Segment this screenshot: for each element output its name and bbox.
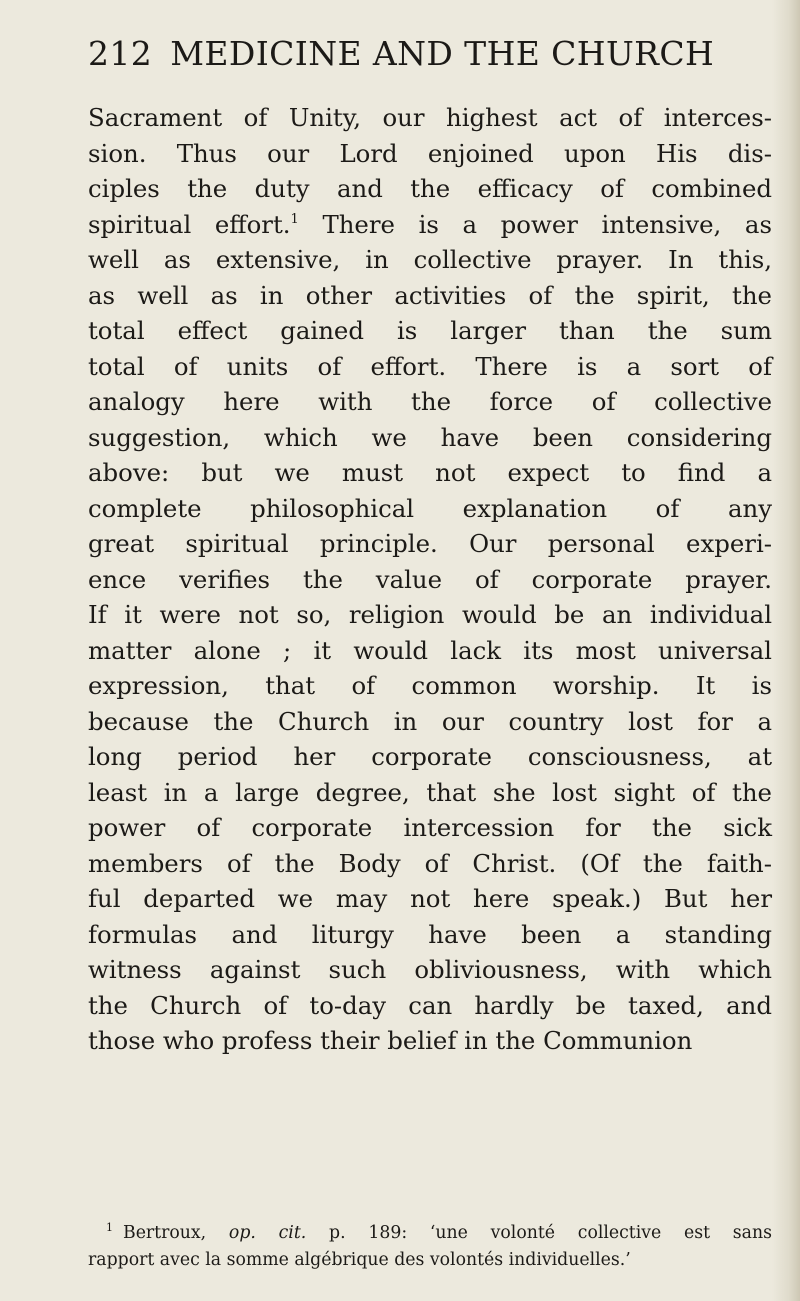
footnote-abbrev: op. cit. [228, 1223, 307, 1243]
text-line: formulas and liturgy have been a standing [88, 919, 772, 949]
text-line: as well as in other activities of the spirit, the [88, 280, 772, 310]
text-line: power of corporate intercession for the sick [88, 813, 772, 842]
running-header [88, 34, 728, 73]
footnote-reference: 1 [290, 211, 299, 227]
page-number: 212 [88, 34, 153, 73]
footnote-line: rapport avec la somme algébrique des volontés individuelles.’ [88, 1250, 631, 1270]
footnote-citation: p. 189: ‘une volonté collective est sans [329, 1223, 772, 1243]
text-line: ence verifies the value of corporate prayer. [88, 564, 772, 594]
text-line: If it were not so, religion would be an individual [88, 600, 772, 629]
text-line: members of the Body of Christ. (Of the faith- [88, 848, 772, 878]
text-line: Sacrament of Unity, our highest act of interces- [88, 103, 772, 132]
footnote-marker: 1 [106, 1221, 113, 1234]
text-line: the Church of to-day can hardly be taxed, and [88, 990, 772, 1020]
text-line: great spiritual principle. Our personal experi- [88, 529, 772, 558]
running-title: MEDICINE AND THE CHURCH [170, 34, 715, 73]
text-line: complete philosophical explanation of any [88, 493, 772, 523]
footnote-line [88, 1220, 772, 1247]
text-line: expression, that of common worship. It is [88, 671, 772, 700]
page-edge-shadow [772, 0, 800, 1301]
text-line: total effect gained is larger than the sum [88, 316, 772, 345]
text-line: above: but we must not expect to find a [88, 458, 772, 487]
text-line: matter alone ; it would lack its most universal [88, 635, 772, 665]
text-line: ciples the duty and the efficacy of combined [88, 174, 772, 203]
text-line: least in a large degree, that she lost sight of the [88, 777, 772, 807]
text-line: sion. Thus our Lord enjoined upon His dis- [88, 138, 772, 168]
text-line: total of units of effort. There is a sort of [88, 351, 772, 381]
text-line [88, 207, 772, 243]
text-line: because the Church in our country lost for a [88, 706, 772, 736]
text-line: well as extensive, in collective prayer. In this, [88, 245, 772, 274]
footnote-author: Bertroux, [123, 1223, 207, 1243]
text-line: suggestion, which we have been considering [88, 422, 772, 452]
text-segment: There is a power intensive, as [322, 209, 772, 239]
text-line: analogy here with the force of collective [88, 387, 772, 416]
text-line: witness against such obliviousness, with which [88, 955, 772, 984]
body-paragraph [88, 100, 772, 1059]
footnote [88, 1220, 772, 1274]
text-line: ful departed we may not here speak.) But her [88, 884, 772, 913]
text-segment: spiritual effort. [88, 209, 291, 239]
text-line: those who profess their belief in the Communion [88, 1026, 693, 1055]
text-line: long period her corporate consciousness, at [88, 742, 772, 771]
